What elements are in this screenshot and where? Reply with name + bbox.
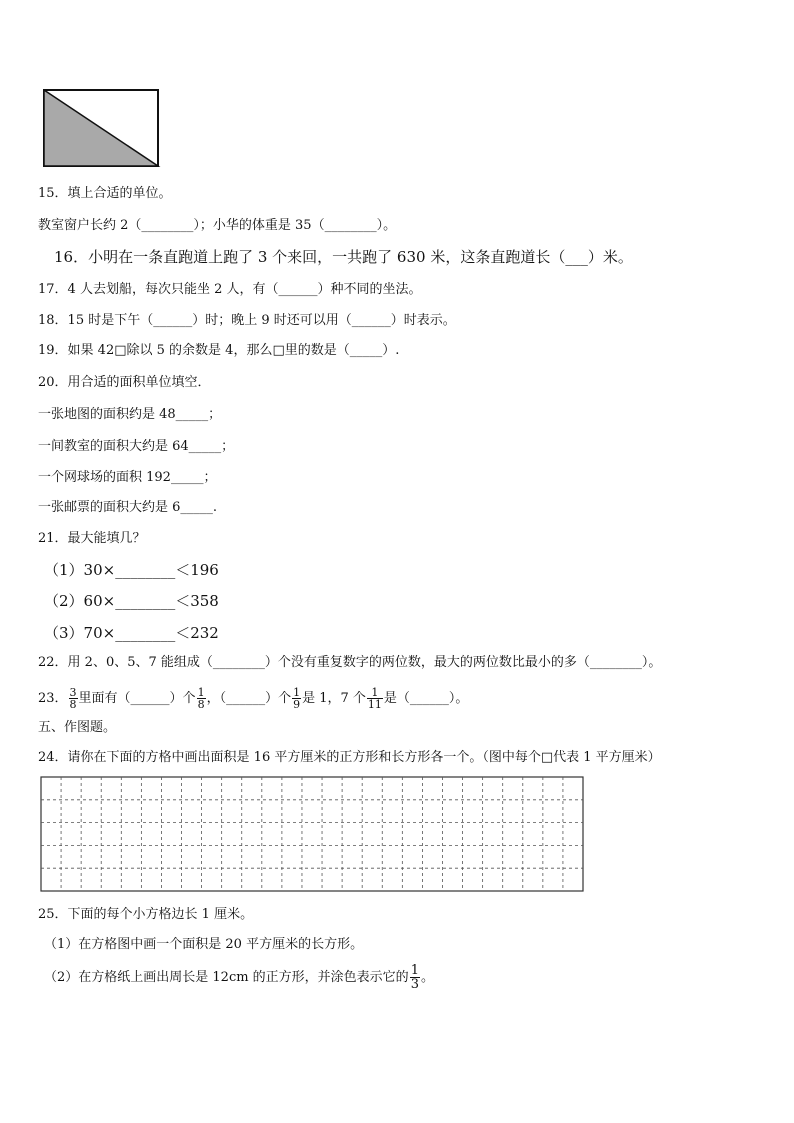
fraction-3-8 bbox=[69, 687, 78, 710]
q25-item-2 bbox=[44, 964, 434, 992]
q24: 24．请你在下面的方格中画出面积是 16 平方厘米的正方形和长方形各一个。（图中每个□代表 1 平方厘米） bbox=[38, 750, 661, 765]
q17: 17．4 人去划船，每次只能坐 2 人，有（______）种不同的坐法。 bbox=[38, 282, 422, 297]
q16: 16．小明在一条直跑道上跑了 3 个来回，一共跑了 630 米，这条直跑道长（___）米。 bbox=[54, 248, 633, 266]
q23-text-3: 是 1，7 个 bbox=[302, 691, 366, 706]
q23-text-4: 是（______）。 bbox=[383, 691, 469, 706]
q15-title: 15．填上合适的单位。 bbox=[38, 186, 172, 201]
q22: 22．用 2、0、5、7 能组成（________）个没有重复数字的两位数，最大的两位数比最小的多（________）。 bbox=[38, 655, 662, 670]
fraction-numerator: 3 bbox=[69, 686, 77, 699]
fraction-denominator: 3 bbox=[410, 977, 419, 992]
fraction-1-3 bbox=[410, 964, 420, 991]
fraction-numerator: 1 bbox=[410, 963, 419, 978]
fraction-1-9 bbox=[292, 687, 301, 710]
q20-title: 20．用合适的面积单位填空． bbox=[38, 375, 211, 390]
q25-item-1: （1）在方格图中画一个面积是 20 平方厘米的长方形。 bbox=[44, 937, 364, 952]
fraction-denominator: 9 bbox=[293, 698, 301, 711]
fraction-denominator: 11 bbox=[367, 698, 382, 711]
fraction-1-8 bbox=[197, 687, 206, 710]
q19: 19．如果 42□除以 5 的余数是 4，那么□里的数是（_____）. bbox=[38, 343, 400, 358]
section-5-heading: 五、作图题。 bbox=[38, 720, 117, 735]
grid-border bbox=[41, 777, 583, 891]
fraction-numerator: 1 bbox=[197, 686, 205, 699]
q15-line: 教室窗户长约 2（________）；小华的体重是 35（________）。 bbox=[38, 218, 397, 233]
q20-item-4: 一张邮票的面积大约是 6_____. bbox=[38, 500, 218, 515]
q21-title: 21．最大能填几？ bbox=[38, 531, 146, 546]
q21-item-3: （3）70×________＜232 bbox=[44, 624, 219, 642]
q20-item-2: 一间教室的面积大约是 64_____； bbox=[38, 439, 235, 454]
shaded-triangle-figure bbox=[43, 89, 161, 169]
q25-item-2-suffix: 。 bbox=[420, 970, 434, 985]
q21-item-1: （1）30×________＜196 bbox=[44, 561, 219, 579]
square-grid bbox=[40, 776, 584, 892]
fraction-1-11 bbox=[367, 687, 383, 710]
q25-item-2-text: （2）在方格纸上画出周长是 12cm 的正方形，并涂色表示它的 bbox=[44, 970, 409, 985]
fraction-denominator: 8 bbox=[69, 698, 77, 711]
fraction-numerator: 1 bbox=[293, 686, 301, 699]
q18: 18．15 时是下午（______）时；晚上 9 时还可以用（______）时表示。 bbox=[38, 313, 456, 328]
q23-text-1: 里面有（______）个 bbox=[78, 691, 196, 706]
fraction-numerator: 1 bbox=[367, 687, 383, 699]
q25-title: 25．下面的每个小方格边长 1 厘米。 bbox=[38, 907, 254, 922]
q20-item-3: 一个网球场的面积 192_____； bbox=[38, 470, 217, 485]
q20-item-1: 一张地图的面积约是 48_____； bbox=[38, 407, 222, 422]
q23-text-2: ，（______）个 bbox=[206, 691, 292, 706]
q23-prefix: 23． bbox=[38, 691, 68, 706]
q21-item-2: （2）60×________＜358 bbox=[44, 592, 219, 610]
fraction-denominator: 8 bbox=[197, 698, 205, 711]
q23 bbox=[38, 686, 468, 712]
